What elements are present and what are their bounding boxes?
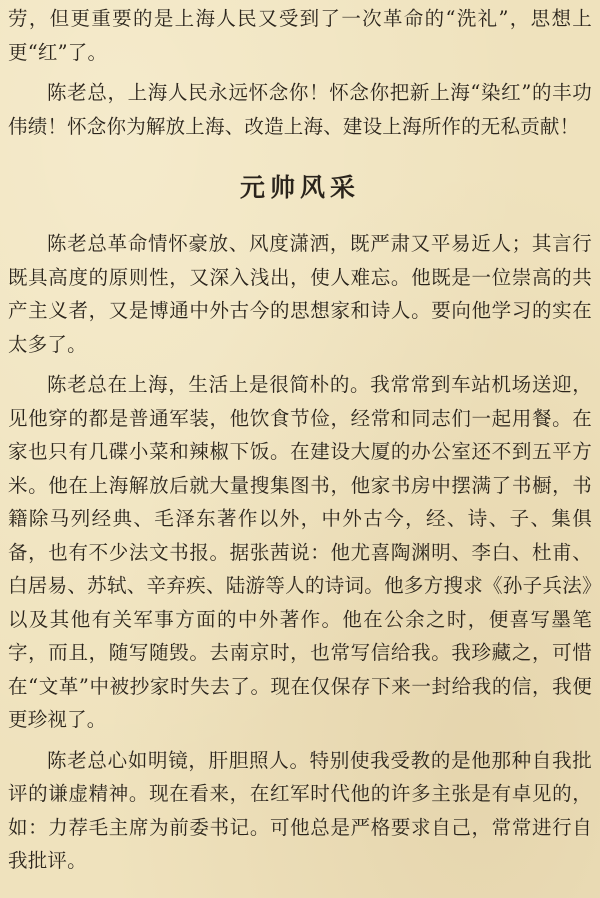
paragraph-tribute: 陈老总，上海人民永远怀念你！怀念你把新上海“染红”的丰功伟绩！怀念你为解放上海、改造上海、建设上海所作的无私贡献！ xyxy=(8,81,592,138)
page-content xyxy=(8,2,592,885)
paragraph-self-criticism: 陈老总心如明镜，肝胆照人。特别使我受教的是他那种自我批评的谦虚精神。现在看来，在红军时代他的许多主张是有卓见的，如：力荐毛主席为前委书记。可他总是严格要求自己，常常进行自我批评。 xyxy=(8,748,592,872)
paragraph-continuation: 劳，但更重要的是上海人民又受到了一次革命的“洗礼”，思想上更“红”了。 xyxy=(8,7,592,64)
section-title: 元帅风采 xyxy=(239,173,360,202)
paragraph-simple-life: 陈老总在上海，生活上是很简朴的。我常常到车站机场送迎，见他穿的都是普通军装，他饮食节俭，经常和同志们一起用餐。在家也只有几碟小菜和辣椒下饭。在建设大厦的办公室还不到五平方米。他在上海解放后就大量搜集图书，他家书房中摆满了书橱，书籍除马列经典、毛泽东著作以外，中外古今，经、诗、子、集俱备，也有不少法文书报。据张茜说：他尤喜陶渊明、李白、杜甫、白居易、苏轼、辛弃疾、陆游等人的诗词。他多方搜求《孙子兵法》以及其他有关军事方面的中外著作。他在公余之时，便喜写墨笔字，而且，随写随毁。去南京时，也常写信给我。我珍藏之，可惜在“文革”中被抄家时失去了。现在仅保存下来一封给我的信，我便更珍视了。 xyxy=(8,373,592,731)
paragraph-character: 陈老总革命情怀豪放、风度潇洒，既严肃又平易近人；其言行既具高度的原则性，又深入浅出，使人难忘。他既是一位崇高的共产主义者，又是博通中外古今的思想家和诗人。要向他学习的实在太多了。 xyxy=(8,232,592,356)
